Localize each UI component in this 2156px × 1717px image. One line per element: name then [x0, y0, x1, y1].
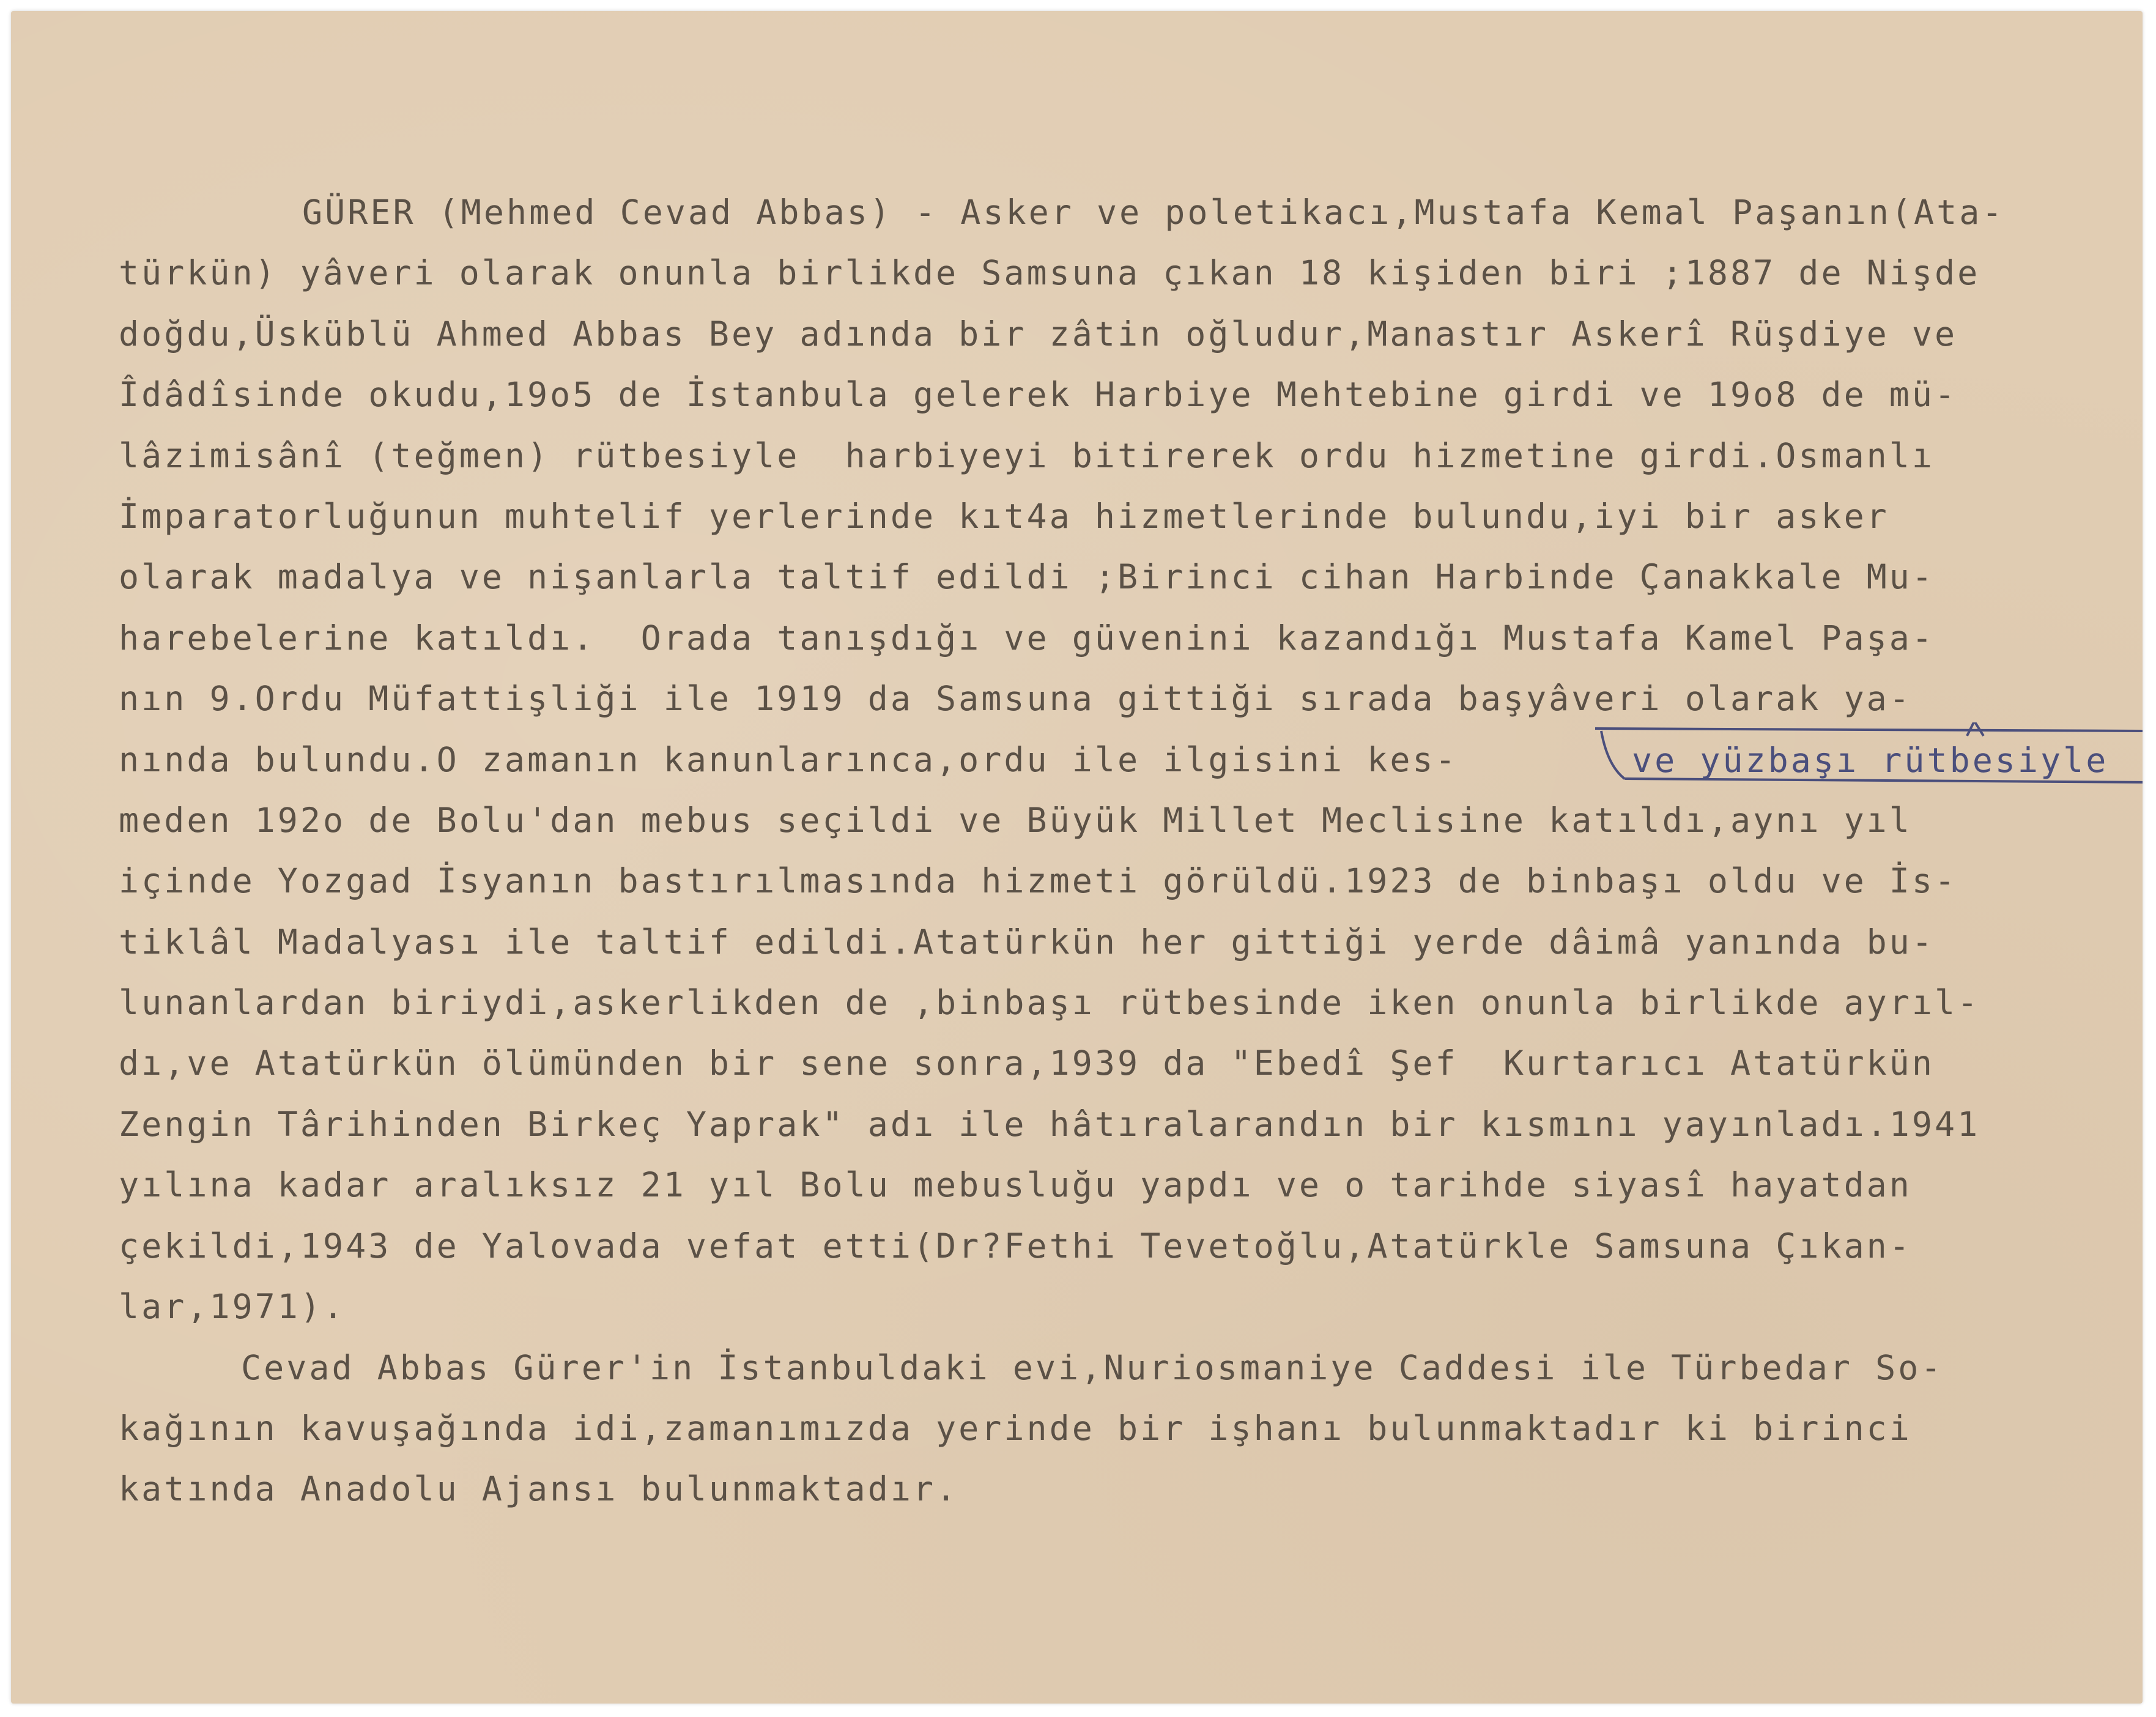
text-line: katında Anadolu Ajansı bulunmaktadır.: [119, 1469, 959, 1509]
text-line: türkün) yâveri olarak onunla birlikde Samsuna çıkan 18 kişiden biri ;1887 de Nişde: [119, 253, 1980, 293]
text-line: lar,1971).: [119, 1287, 346, 1327]
handwritten-insertion: ve yüzbaşı rütbesiyle: [1632, 741, 2109, 780]
typed-text-block: [119, 182, 2143, 1519]
text-line: harebelerine katıldı. Orada tanışdığı ve güvenini kazandığı Mustafa Kamel Paşa-: [119, 618, 1935, 658]
text-line: meden 192o de Bolu'dan mebus seçildi ve Büyük Millet Meclisine katıldı,aynı yıl: [119, 800, 1912, 840]
text-line: nın 9.Ordu Müfattişliği ile 1919 da Samsuna gittiği sırada başyâveri olarak ya-: [119, 679, 1912, 719]
text-line: doğdu,Üsküblü Ahmed Abbas Bey adında bir zâtin oğludur,Manastır Askerî Rüşdiye ve: [119, 314, 1958, 354]
text-line: içinde Yozgad İsyanın bastırılmasında hizmeti görüldü.1923 de binbaşı oldu ve İs-: [119, 861, 1958, 901]
text-line: kağının kavuşağında idi,zamanımızda yerinde bir işhanı bulunmaktadır ki birinci: [119, 1409, 1912, 1448]
text-line: olarak madalya ve nişanlarla taltif edildi ;Birinci cihan Harbinde Çanakkale Mu-: [119, 557, 1935, 597]
text-line: Cevad Abbas Gürer'in İstanbuldaki evi,Nuriosmaniye Caddesi ile Türbedar So-: [241, 1348, 1944, 1388]
text-line: Îdâdîsinde okudu,19o5 de İstanbula gelerek Harbiye Mehtebine girdi ve 19o8 de mü-: [119, 375, 1958, 415]
text-line: tiklâl Madalyası ile taltif edildi.Atatürkün her gittiği yerde dâimâ yanında bu-: [119, 922, 1935, 962]
text-line: İmparatorluğunun muhtelif yerlerinde kıt4a hizmetlerinde bulundu,iyi bir asker: [119, 496, 1889, 536]
text-line: lâzimisânî (teğmen) rütbesiyle harbiyeyi bitirerek ordu hizmetine girdi.Osmanlı: [119, 436, 1935, 475]
text-line: nında bulundu.O zamanın kanunlarınca,ordu ile ilgisini kes-: [119, 740, 1458, 779]
text-line: dı,ve Atatürkün ölümünden bir sene sonra,1939 da "Ebedî Şef Kurtarıcı Atatürkün: [119, 1044, 1935, 1083]
text-line: yılına kadar aralıksız 21 yıl Bolu mebusluğu yapdı ve o tarihde siyasî hayatdan: [119, 1165, 1912, 1205]
text-line: lunanlardan biriydi,askerlikden de ,binbaşı rütbesinde iken onunla birlikde ayrıl-: [119, 983, 1980, 1023]
text-line: Zengin Târihinden Birkeç Yaprak" adı ile hâtıralarandın bir kısmını yayınladı.1941: [119, 1104, 1980, 1144]
text-line: çekildi,1943 de Yalovada vefat etti(Dr?Fethi Tevetoğlu,Atatürkle Samsuna Çıkan-: [119, 1226, 1912, 1266]
document-page: [11, 11, 2143, 1704]
paragraph-house: [119, 1338, 2143, 1519]
text-line: GÜRER (Mehmed Cevad Abbas) - Asker ve poletikacı,Mustafa Kemal Paşanın(Ata-: [302, 193, 2005, 232]
